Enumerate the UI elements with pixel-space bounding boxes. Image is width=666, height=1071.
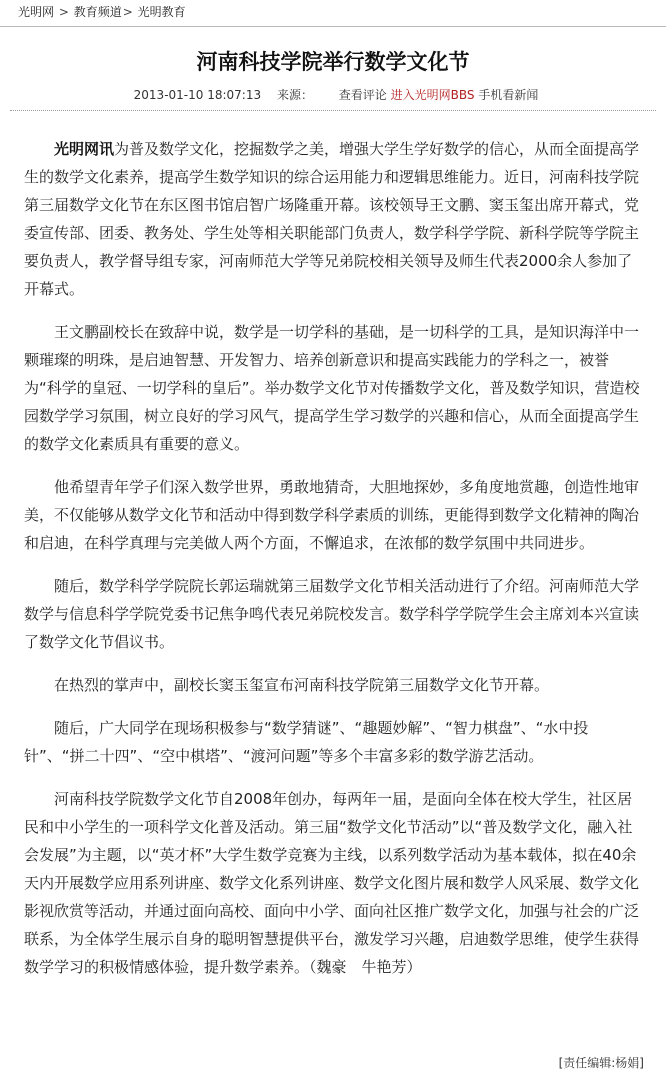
article-paragraph <box>24 135 642 303</box>
breadcrumb <box>0 0 666 27</box>
breadcrumb-separator: > <box>122 5 133 19</box>
article-meta <box>0 86 666 104</box>
mobile-news-link[interactable]: 手机看新闻 <box>478 88 539 102</box>
paragraph-text: 为普及数学文化，挖掘数学之美，增强大学生学好数学的信心，从而全面提高学生的数学文化素养，提高学生数学知识的综合运用能力和逻辑思维能力。近日，河南科技学院第三届数学文化节在东区图书馆启智广场隆重开幕。该校领导王文鹏、窦玉玺出席开幕式，党委宣传部、团委、教务处、学生处等相关职能部门负责人，数学科学学院、新科学院等学院主要负责人，教学督导组专家，河南师范大学等兄弟院校相关领导及师生代表2000余人参加了开幕式。 <box>24 140 640 298</box>
breadcrumb-link-home[interactable]: 光明网 <box>18 5 55 19</box>
article-paragraph: 王文鹏副校长在致辞中说，数学是一切学科的基础，是一切科学的工具，是知识海洋中一颗璀璨的明珠，是启迪智慧、开发智力、培养创新意识和提高实践能力的学科之一，被誉为“科学的皇冠、一切学科的皇后”。举办数学文化节对传播数学文化，普及数学知识，营造校园数学学习氛围，树立良好的学习风气，提高学生学习数学的兴趣和信心，从而全面提高学生的数学文化素质具有重要的意义。 <box>24 323 640 453</box>
view-comments-link[interactable]: 查看评论 <box>338 88 387 102</box>
article-paragraph: 河南科技学院数学文化节自2008年创办，每两年一届，是面向全体在校大学生，社区居民和中小学生的一项科学文化普及活动。第三届“数学文化节活动”以“普及数学文化，融入社会发展”为主题，以“英才杯”大学生数学竞赛为主线，以系列数学活动为基本载体，拟在40余天内开展数学应用系列讲座、数学文化系列讲座、数学文化图片展和数学人风采展、数学文化影视欣赏等活动，并通过面向高校、面向中小学、面向社区推广数学文化，加强与社会的广泛联系，为全体学生展示自身的聪明智慧提供平台，激发学习兴趣，启迪数学思维，使学生获得数学学习的积极情感体验，提升数学素养。（魏豪 牛艳芳） <box>24 790 640 976</box>
article-title: 河南科技学院举行数学文化节 <box>196 50 470 74</box>
article-lead: 光明网讯 <box>54 140 115 158</box>
breadcrumb-separator: > <box>58 5 69 19</box>
article-body <box>24 135 642 981</box>
article-paragraph: 随后，数学科学学院院长郭运瑞就第三届数学文化节相关活动进行了介绍。河南师范大学数学与信息科学学院党委书记焦争鸣代表兄弟院校发言。数学科学学院学生会主席刘本兴宣读了数学文化节倡议书。 <box>24 577 640 651</box>
responsible-editor: [责任编辑:杨娟] <box>558 1056 644 1070</box>
article-paragraph: 随后，广大同学在现场积极参与“数学猜谜”、“趣题妙解”、“智力棋盘”、“水中投针”、“拼二十四”、“空中棋塔”、“渡河问题”等多个丰富多彩的数学游艺活动。 <box>24 719 589 765</box>
meta-divider <box>10 110 656 111</box>
breadcrumb-link-education-channel[interactable]: 教育频道 <box>73 5 122 19</box>
article-paragraph: 他希望青年学子们深入数学世界，勇敢地猜奇，大胆地探妙，多角度地赏趣，创造性地审美，不仅能够从数学文化节和活动中得到数学科学素质的训练，更能得到数学文化精神的陶冶和启迪，在科学真理与完美做人两个方面，不懈追求，在浓郁的数学氛围中共同进步。 <box>24 478 640 552</box>
source-label: 来源： <box>276 88 313 102</box>
breadcrumb-link-guangming-education[interactable]: 光明教育 <box>137 5 186 19</box>
article-paragraph: 在热烈的掌声中，副校长窦玉玺宣布河南科技学院第三届数学文化节开幕。 <box>54 676 550 694</box>
publish-date: 2013-01-10 18:07:13 <box>133 88 262 102</box>
bbs-link[interactable]: 进入光明网BBS <box>390 88 475 102</box>
